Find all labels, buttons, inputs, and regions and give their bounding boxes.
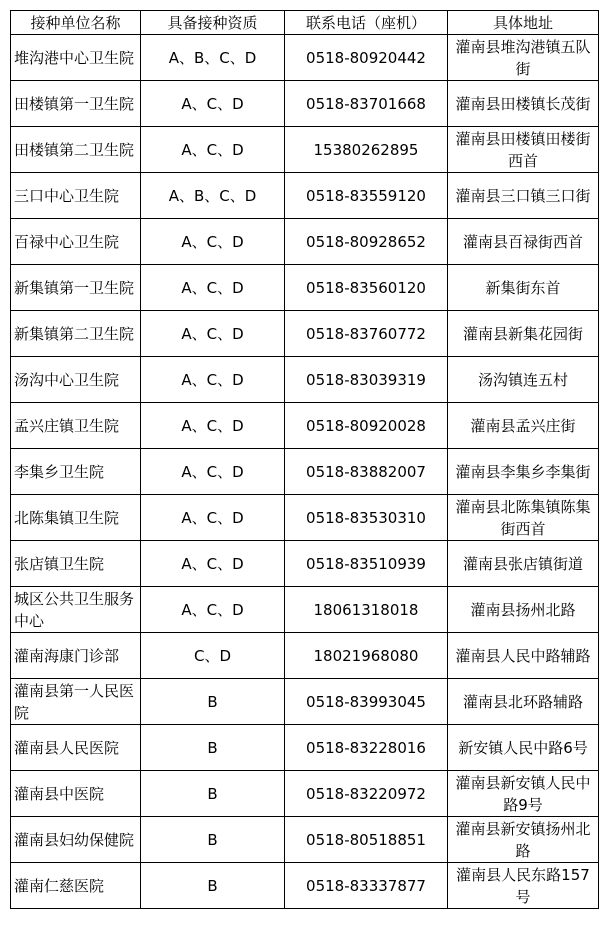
cell-address: 灌南县孟兴庄街 — [448, 403, 599, 449]
cell-phone: 0518-83220972 — [285, 771, 448, 817]
cell-site-name: 北陈集镇卫生院 — [11, 495, 141, 541]
cell-phone: 0518-83559120 — [285, 173, 448, 219]
table-row — [11, 541, 599, 587]
table-row — [11, 863, 599, 909]
table-body — [11, 35, 599, 909]
cell-qualification: B — [141, 817, 285, 863]
header-address: 具体地址 — [448, 11, 599, 35]
cell-address: 灌南县人民中路辅路 — [448, 633, 599, 679]
cell-phone: 0518-83560120 — [285, 265, 448, 311]
cell-site-name: 堆沟港中心卫生院 — [11, 35, 141, 81]
cell-qualification: A、C、D — [141, 449, 285, 495]
cell-site-name: 汤沟中心卫生院 — [11, 357, 141, 403]
cell-site-name: 灌南县妇幼保健院 — [11, 817, 141, 863]
cell-qualification: A、B、C、D — [141, 35, 285, 81]
cell-phone: 0518-83882007 — [285, 449, 448, 495]
table-row — [11, 679, 599, 725]
header-row — [11, 11, 599, 35]
cell-qualification: A、C、D — [141, 265, 285, 311]
table-row — [11, 633, 599, 679]
cell-phone: 0518-83510939 — [285, 541, 448, 587]
cell-site-name: 张店镇卫生院 — [11, 541, 141, 587]
cell-phone: 15380262895 — [285, 127, 448, 173]
cell-address: 灌南县人民东路157号 — [448, 863, 599, 909]
table-row — [11, 35, 599, 81]
cell-site-name: 灌南海康门诊部 — [11, 633, 141, 679]
cell-site-name: 百禄中心卫生院 — [11, 219, 141, 265]
cell-phone: 0518-83530310 — [285, 495, 448, 541]
table-row — [11, 311, 599, 357]
table-row — [11, 725, 599, 771]
cell-phone: 0518-80928652 — [285, 219, 448, 265]
cell-qualification: A、C、D — [141, 403, 285, 449]
cell-address: 灌南县新安镇人民中路9号 — [448, 771, 599, 817]
cell-site-name: 孟兴庄镇卫生院 — [11, 403, 141, 449]
table-header — [11, 11, 599, 35]
cell-qualification: A、C、D — [141, 357, 285, 403]
cell-phone: 0518-83039319 — [285, 357, 448, 403]
cell-address: 新安镇人民中路6号 — [448, 725, 599, 771]
cell-address: 灌南县田楼镇田楼街西首 — [448, 127, 599, 173]
cell-address: 灌南县扬州北路 — [448, 587, 599, 633]
header-phone: 联系电话（座机） — [285, 11, 448, 35]
cell-qualification: A、C、D — [141, 495, 285, 541]
cell-phone: 0518-83337877 — [285, 863, 448, 909]
table-row — [11, 817, 599, 863]
cell-qualification: B — [141, 863, 285, 909]
cell-phone: 0518-83228016 — [285, 725, 448, 771]
cell-site-name: 田楼镇第一卫生院 — [11, 81, 141, 127]
cell-qualification: B — [141, 679, 285, 725]
cell-address: 灌南县三口镇三口街 — [448, 173, 599, 219]
cell-phone: 0518-80920028 — [285, 403, 448, 449]
cell-site-name: 三口中心卫生院 — [11, 173, 141, 219]
cell-site-name: 新集镇第一卫生院 — [11, 265, 141, 311]
cell-site-name: 新集镇第二卫生院 — [11, 311, 141, 357]
cell-site-name: 灌南县第一人民医院 — [11, 679, 141, 725]
cell-site-name: 灌南仁慈医院 — [11, 863, 141, 909]
header-site-name: 接种单位名称 — [11, 11, 141, 35]
cell-address: 灌南县新集花园街 — [448, 311, 599, 357]
cell-address: 灌南县张店镇街道 — [448, 541, 599, 587]
cell-phone: 0518-83701668 — [285, 81, 448, 127]
cell-qualification: A、C、D — [141, 127, 285, 173]
cell-address: 灌南县北环路辅路 — [448, 679, 599, 725]
table-row — [11, 403, 599, 449]
cell-address: 灌南县北陈集镇陈集街西首 — [448, 495, 599, 541]
cell-site-name: 灌南县中医院 — [11, 771, 141, 817]
cell-qualification: A、C、D — [141, 541, 285, 587]
cell-phone: 18061318018 — [285, 587, 448, 633]
cell-address: 灌南县田楼镇长茂街 — [448, 81, 599, 127]
cell-qualification: C、D — [141, 633, 285, 679]
cell-phone: 0518-80920442 — [285, 35, 448, 81]
table-row — [11, 127, 599, 173]
cell-address: 灌南县新安镇扬州北路 — [448, 817, 599, 863]
table-row — [11, 81, 599, 127]
table-row — [11, 587, 599, 633]
table-row — [11, 771, 599, 817]
cell-phone: 0518-83993045 — [285, 679, 448, 725]
header-qualification: 具备接种资质 — [141, 11, 285, 35]
cell-address: 汤沟镇连五村 — [448, 357, 599, 403]
cell-site-name: 李集乡卫生院 — [11, 449, 141, 495]
cell-qualification: A、C、D — [141, 219, 285, 265]
cell-address: 灌南县李集乡李集街 — [448, 449, 599, 495]
cell-qualification: A、C、D — [141, 81, 285, 127]
cell-qualification: B — [141, 725, 285, 771]
cell-qualification: B — [141, 771, 285, 817]
table-row — [11, 449, 599, 495]
cell-qualification: A、B、C、D — [141, 173, 285, 219]
cell-qualification: A、C、D — [141, 311, 285, 357]
cell-site-name: 田楼镇第二卫生院 — [11, 127, 141, 173]
cell-site-name: 灌南县人民医院 — [11, 725, 141, 771]
cell-qualification: A、C、D — [141, 587, 285, 633]
table-row — [11, 173, 599, 219]
cell-phone: 0518-80518851 — [285, 817, 448, 863]
cell-address: 新集街东首 — [448, 265, 599, 311]
table-row — [11, 357, 599, 403]
cell-phone: 0518-83760772 — [285, 311, 448, 357]
cell-site-name: 城区公共卫生服务中心 — [11, 587, 141, 633]
vaccination-sites-table — [10, 10, 599, 909]
cell-address: 灌南县堆沟港镇五队街 — [448, 35, 599, 81]
table-row — [11, 265, 599, 311]
cell-phone: 18021968080 — [285, 633, 448, 679]
table-row — [11, 219, 599, 265]
cell-address: 灌南县百禄街西首 — [448, 219, 599, 265]
table-row — [11, 495, 599, 541]
